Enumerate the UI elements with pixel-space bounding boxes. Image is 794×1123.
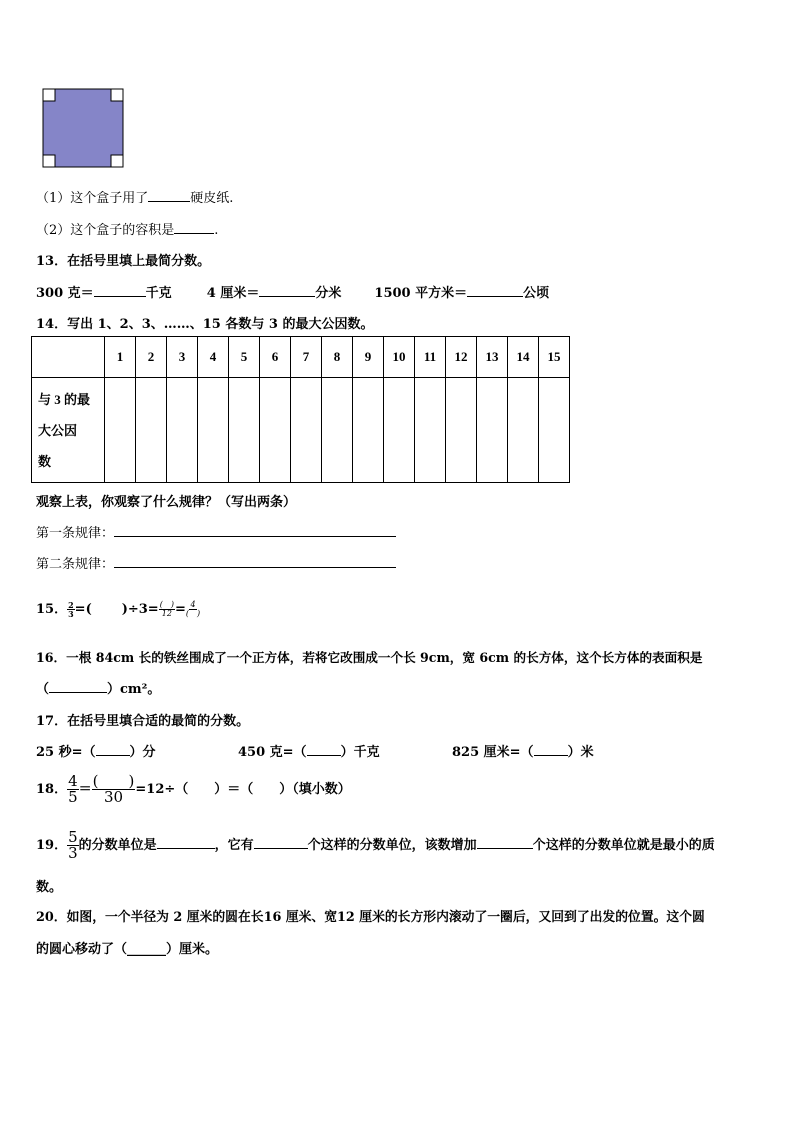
q12-part1: （1）这个盒子用了 硬皮纸.: [36, 191, 234, 206]
q17-c: 825 厘米=（ ）米: [452, 745, 594, 760]
gcd-answer-cell[interactable]: [508, 378, 539, 483]
q17-a: 25 秒=（ ）分: [36, 745, 156, 760]
q19-line1: 19． $\frac{5}{3}$ 的分数单位是 ，它有 个这样的分数单位，该数增加 个这样的分数单位就是最小的质: [36, 828, 715, 862]
gcd-answer-cell[interactable]: [167, 378, 198, 483]
q18-frac-blank-30[interactable]: $\frac{( )}{30}$: [92, 772, 135, 806]
gcd-table-answer-row: [32, 378, 570, 483]
q16-line2: （ ）cm²。: [36, 682, 161, 697]
gcd-header-cell: 5: [229, 337, 260, 378]
gcd-header-cell: 11: [415, 337, 446, 378]
q17-blank-a[interactable]: [96, 743, 130, 756]
q17-b: 450 克=（ ）千克: [238, 745, 380, 760]
box-net-figure: [42, 88, 124, 168]
q19-blank-increase[interactable]: [477, 836, 533, 849]
gcd-answer-cell[interactable]: [136, 378, 167, 483]
q13-title: 13．在括号里填上最简分数。: [36, 254, 211, 269]
gcd-header-cell: 15: [539, 337, 570, 378]
q19-frac-5-3: $\frac{5}{3}$: [68, 828, 78, 862]
q13-blank-a[interactable]: [94, 284, 146, 297]
q15-frac-2-3: $\frac{2}{3}$: [68, 600, 74, 619]
q14-rule2: 第二条规律：: [36, 553, 396, 572]
gcd-answer-cell[interactable]: [477, 378, 508, 483]
gcd-answer-cell[interactable]: [229, 378, 260, 483]
gcd-answer-cell[interactable]: [260, 378, 291, 483]
q19-blank-count[interactable]: [254, 836, 308, 849]
gcd-table-corner-cell: [32, 337, 105, 378]
q12-part1-blank[interactable]: [148, 189, 190, 202]
gcd-answer-cell[interactable]: [446, 378, 477, 483]
gcd-answer-cell[interactable]: [198, 378, 229, 483]
gcd-header-cell: 4: [198, 337, 229, 378]
gcd-answer-cell[interactable]: [415, 378, 446, 483]
q15-frac-blank-12[interactable]: $\frac{( )}{12}$: [159, 600, 174, 618]
corner-cut-bottom-right: [111, 155, 123, 167]
q14-observe: 观察上表，你观察了什么规律？（写出两条）: [36, 495, 297, 510]
gcd-header-cell: 6: [260, 337, 291, 378]
gcd-answer-cell[interactable]: [384, 378, 415, 483]
gcd-header-cell: 8: [322, 337, 353, 378]
gcd-header-cell: 14: [508, 337, 539, 378]
rule2-line[interactable]: [114, 555, 396, 568]
q18-frac-4-5: $\frac{4}{5}$: [68, 772, 78, 806]
q13-items: 300 克＝ 千克 4 厘米＝ 分米 1500 平方米＝ 公顷: [36, 286, 550, 301]
q17-blank-c[interactable]: [534, 743, 568, 756]
gcd-header-cell: 3: [167, 337, 198, 378]
q20-line2: 的圆心移动了（______）厘米。: [36, 942, 219, 957]
gcd-answer-cell[interactable]: [353, 378, 384, 483]
corner-cut-top-left: [43, 89, 55, 101]
gcd-answer-cell[interactable]: [539, 378, 570, 483]
gcd-row-label: 与 3 的最 大公因 数: [32, 378, 105, 483]
q12-part2: （2）这个盒子的容积是 .: [36, 223, 219, 238]
q20-line1: 20．如图，一个半径为 2 厘米的圆在长16 厘米、宽12 厘米的长方形内滚动了一圈后，又回到了出发的位置。这个圆: [36, 910, 705, 925]
rule1-line[interactable]: [114, 524, 396, 537]
q16-line1: 16．一根 84cm 长的铁丝围成了一个正方体，若将它改围成一个长 9cm，宽 6cm 的长方体，这个长方体的表面积是: [36, 650, 703, 665]
gcd-header-cell: 9: [353, 337, 384, 378]
q17-title: 17．在括号里填合适的最简的分数。: [36, 714, 250, 729]
q13-blank-b[interactable]: [259, 284, 315, 297]
q15: 15． $\frac{2}{3}$ =( )÷3= $\frac{( )}{12}$ = $\frac{4}{( )}$: [36, 600, 201, 619]
q19-blank-unit[interactable]: [157, 836, 215, 849]
gcd-header-cell: 10: [384, 337, 415, 378]
q13-blank-c[interactable]: [467, 284, 523, 297]
q14-rule1: 第一条规律：: [36, 522, 396, 541]
q18: 18． $\frac{4}{5}$ ＝ $\frac{( )}{30}$ =12÷（ ）＝（ ）（填小数）: [36, 772, 351, 806]
gcd-header-cell: 12: [446, 337, 477, 378]
q16-blank[interactable]: [49, 680, 107, 693]
q14-title: 14．写出 1、2、3、……、15 各数与 3 的最大公因数。: [36, 317, 374, 332]
q19-line2: 数。: [36, 880, 63, 895]
q15-frac-4-blank[interactable]: $\frac{4}{( )}$: [185, 600, 201, 618]
corner-cut-top-right: [111, 89, 123, 101]
q17-blank-b[interactable]: [307, 743, 341, 756]
gcd-header-cell: 7: [291, 337, 322, 378]
q12-part2-blank[interactable]: [174, 221, 214, 234]
gcd-answer-cell[interactable]: [322, 378, 353, 483]
gcd-table-header-row: [32, 337, 570, 378]
gcd-header-cell: 1: [105, 337, 136, 378]
gcd-answer-cell[interactable]: [105, 378, 136, 483]
gcd-answer-cell[interactable]: [291, 378, 322, 483]
gcd-header-cell: 13: [477, 337, 508, 378]
gcd-header-cell: 2: [136, 337, 167, 378]
gcd-table: [31, 336, 570, 483]
corner-cut-bottom-left: [43, 155, 55, 167]
